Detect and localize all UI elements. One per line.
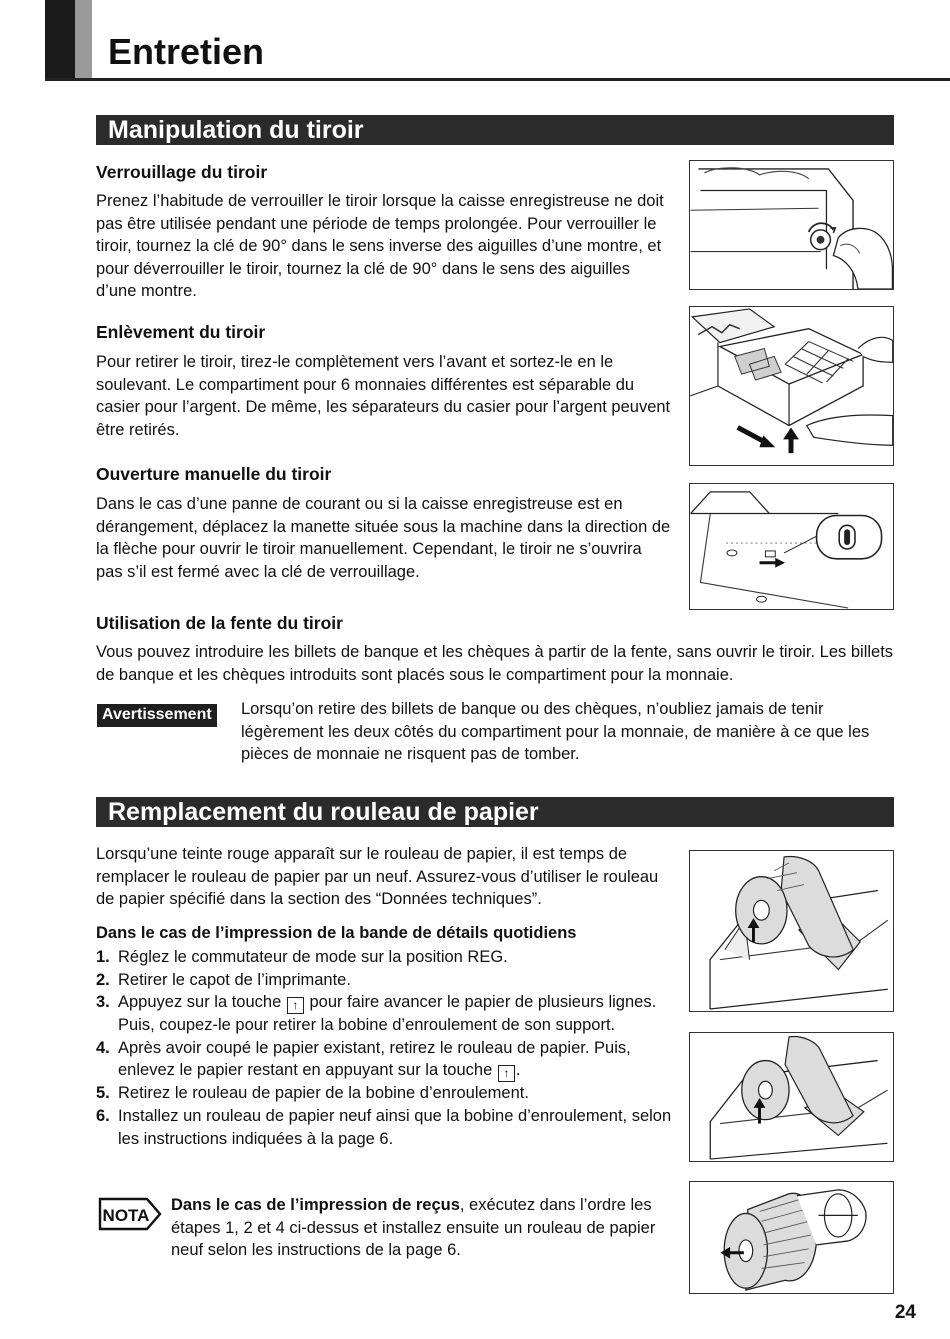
figure-drawer-lock (689, 160, 894, 290)
heading-manual-open: Ouverture manuelle du tiroir (96, 464, 332, 484)
paper-feed-key-icon: ↑ (287, 997, 304, 1014)
nota-icon (97, 1196, 163, 1232)
section-title-drawer: Manipulation du tiroir (96, 115, 894, 145)
section-title-paper: Remplacement du rouleau de papier (96, 797, 894, 827)
figure-drawer-remove (689, 306, 894, 466)
title-rule (45, 78, 950, 81)
figure-paper-roll (689, 1181, 894, 1294)
drawer-lock-illustration (690, 161, 893, 289)
drawer-manual-illustration (690, 484, 893, 609)
printer-roll-illustration-1 (690, 851, 893, 1011)
figure-printer-roll-2 (689, 1032, 894, 1162)
printer-roll-illustration-2 (690, 1033, 893, 1161)
nota-label: NOTA (102, 1206, 150, 1225)
paper-roll-illustration (690, 1182, 893, 1293)
text-note: Dans le cas de l’impression de reçus, exécutez dans l’ordre les étapes 1, 2 et 4 ci-dessus et installez ensuite un rouleau de papier neuf selon les instructions de la page 6. (171, 1196, 656, 1260)
text-paper-intro: Lorsqu’une teinte rouge apparaît sur le rouleau de papier, il est temps de remplacer le rouleau de papier par un neuf. Assurez-vous d’utiliser le rouleau de papier spécifié dans la section des “Données techniques”. (96, 845, 659, 909)
figure-drawer-manual (689, 483, 894, 610)
text-manual-open: Dans le cas d’une panne de courant ou si la caisse enregistreuse est en dérangement, déplacez la manette située sous la machine dans la direction de la flèche pour ouvrir le tiroir manuellement. Cependant, le tiroir ne s’ouvrira pas s’il est fermé avec la clé de verrouillage. (96, 495, 671, 581)
text-removal: Pour retirer le tiroir, tirez-le complètement vers l’avant et sortez-le en le soulevant. Le compartiment pour 6 monnaies différentes est séparable du casier pour l’argent. De même, les séparateurs du casier pour l’argent peuvent être retirés. (96, 353, 671, 439)
step-2: 2. Retirer le capot de l’imprimante. (96, 970, 351, 989)
step-6: 6. Installez un rouleau de papier neuf ainsi que la bobine d’enroulement, selon les instructions indiquées à la page 6. (96, 1106, 672, 1148)
steps-list (96, 946, 676, 1150)
heading-removal: Enlèvement du tiroir (96, 322, 266, 342)
page-title: Entretien (108, 31, 265, 72)
drawer-remove-illustration (690, 307, 893, 465)
step-4: 4. Après avoir coupé le papier existant, retirez le rouleau de papier. Puis, enlevez le papier restant en appuyant sur la touche ↑ . (96, 1038, 631, 1081)
text-locking: Prenez l’habitude de verrouiller le tiroir lorsque la caisse enregistreuse ne doit pas être utilisée pendant une période de temps prolongée. Pour verrouiller le tiroir, tournez la clé de 90° dans le sens inverse des aiguilles d’une montre, et pour déverrouiller le tiroir, tournez la clé de 90° dans le sens des aiguilles d’une montre. (96, 192, 664, 301)
step-1: 1. Réglez le commutateur de mode sur la position REG. (96, 948, 508, 966)
step-5: 5. Retirez le rouleau de papier de la bobine d’enroulement. (96, 1084, 529, 1103)
header-tab-black (45, 0, 75, 80)
paper-feed-key-icon: ↑ (498, 1065, 515, 1082)
heading-locking: Verrouillage du tiroir (96, 162, 268, 182)
figure-printer-roll-1 (689, 850, 894, 1012)
step-3: 3. Appuyez sur la touche ↑ pour faire avancer le papier de plusieurs lignes. Puis, coupez-le pour retirer la bobine d’enroulement de son support. (96, 993, 657, 1035)
header-tab-gray (75, 0, 92, 80)
heading-slot: Utilisation de la fente du tiroir (96, 613, 343, 633)
heading-journal: Dans le cas de l’impression de la bande de détails quotidiens (96, 924, 577, 942)
warning-badge: Avertissement (97, 704, 217, 727)
text-warning: Lorsqu’on retire des billets de banque ou des chèques, n’oubliez jamais de tenir légèrement les deux côtés du compartiment pour la monnaie, de manière à ce que les pièces de monnaie ne risquent pas de tomber. (241, 700, 870, 764)
page-number: 24 (894, 1302, 916, 1323)
text-slot: Vous pouvez introduire les billets de banque et les chèques à partir de la fente, sans ouvrir le tiroir. Les billets de banque et les chèques introduits sont placés sous le compartiment pour la monnaie. (96, 643, 894, 684)
